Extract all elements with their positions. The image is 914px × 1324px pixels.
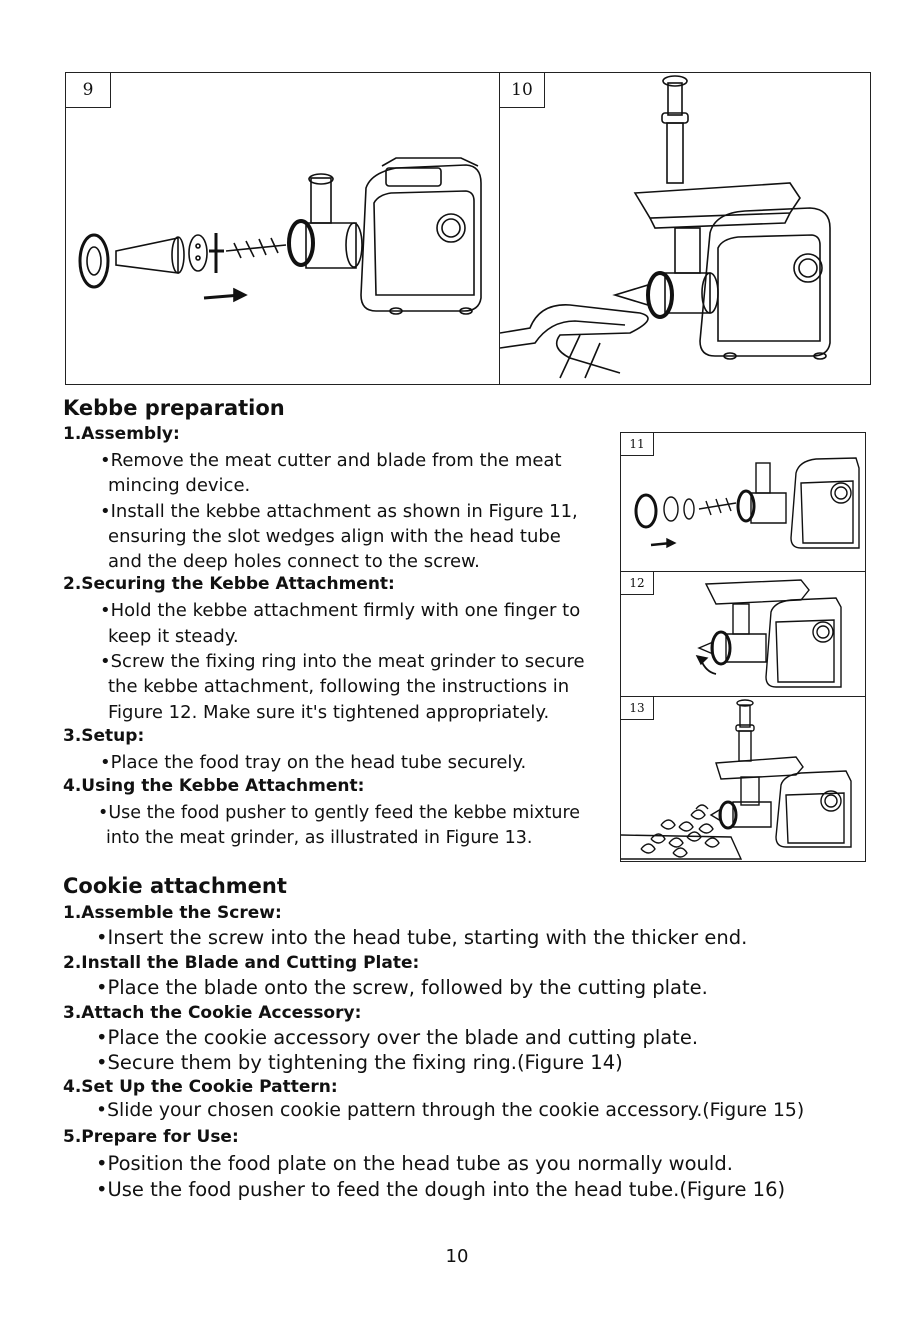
cookie-step3-heading: 3.Attach the Cookie Accessory: (63, 1003, 362, 1023)
cookie-step5-bullet1: •Position the food plate on the head tube as you normally would. (96, 1152, 733, 1175)
figure-12-illustration (621, 572, 865, 696)
figure-9-illustration (66, 73, 499, 384)
kebbe-setup-bullet1: •Place the food tray on the head tube securely. (100, 752, 527, 773)
cookie-step5-bullet2: •Use the food pusher to feed the dough into the head tube.(Figure 16) (96, 1178, 786, 1201)
kebbe-securing-bullet2-line2: the kebbe attachment, following the instructions in (108, 676, 570, 697)
cookie-step1-bullet1: •Insert the screw into the head tube, starting with the thicker end. (96, 926, 748, 949)
figure-number-12: 12 (621, 572, 654, 595)
cookie-step1-heading: 1.Assemble the Screw: (63, 903, 282, 923)
cookie-step2-heading: 2.Install the Blade and Cutting Plate: (63, 953, 420, 973)
kebbe-assembly-bullet1-line2: mincing device. (108, 475, 251, 496)
figure-number-9: 9 (66, 73, 111, 108)
kebbe-securing-bullet2-line3: Figure 12. Make sure it's tightened appropriately. (108, 702, 550, 723)
figure-11 (620, 432, 866, 572)
cookie-title: Cookie attachment (63, 874, 287, 898)
kebbe-using-bullet1-line1: •Use the food pusher to gently feed the kebbe mixture (98, 803, 581, 823)
kebbe-using-bullet1-line2: into the meat grinder, as illustrated in Figure 13. (106, 828, 533, 848)
cookie-step2-bullet1: •Place the blade onto the screw, followed by the cutting plate. (96, 976, 708, 999)
cookie-step5-heading: 5.Prepare for Use: (63, 1127, 239, 1147)
cookie-step3-bullet2: •Secure them by tightening the fixing ring.(Figure 14) (96, 1051, 623, 1074)
figure-12 (620, 571, 866, 697)
kebbe-assembly-bullet2-line3: and the deep holes connect to the screw. (108, 551, 480, 572)
cookie-step4-heading: 4.Set Up the Cookie Pattern: (63, 1077, 338, 1097)
kebbe-securing-bullet1-line1: •Hold the kebbe attachment firmly with one finger to (100, 600, 581, 621)
cookie-step3-bullet1: •Place the cookie accessory over the blade and cutting plate. (96, 1026, 699, 1049)
kebbe-securing-heading: 2.Securing the Kebbe Attachment: (63, 574, 395, 594)
kebbe-title: Kebbe preparation (63, 396, 285, 420)
figure-number-10: 10 (500, 73, 545, 108)
kebbe-setup-heading: 3.Setup: (63, 726, 145, 746)
page-number: 10 (445, 1246, 469, 1267)
figure-9 (65, 72, 500, 385)
figure-13-illustration (621, 697, 865, 861)
kebbe-using-heading: 4.Using the Kebbe Attachment: (63, 776, 365, 796)
kebbe-securing-bullet2-line1: •Screw the fixing ring into the meat grinder to secure (100, 651, 585, 672)
figure-13 (620, 696, 866, 862)
figure-11-illustration (621, 433, 865, 571)
kebbe-assembly-heading: 1.Assembly: (63, 424, 180, 444)
kebbe-securing-bullet1-line2: keep it steady. (108, 626, 239, 647)
figure-10 (499, 72, 871, 385)
kebbe-assembly-bullet1-line1: •Remove the meat cutter and blade from the meat (100, 450, 562, 471)
kebbe-assembly-bullet2-line2: ensuring the slot wedges align with the head tube (108, 526, 561, 547)
figure-10-illustration (500, 73, 870, 384)
kebbe-assembly-bullet2-line1: •Install the kebbe attachment as shown in Figure 11, (100, 501, 578, 522)
figure-number-13: 13 (621, 697, 654, 720)
figure-number-11: 11 (621, 433, 654, 456)
cookie-step4-bullet1: •Slide your chosen cookie pattern through the cookie accessory.(Figure 15) (96, 1100, 805, 1121)
